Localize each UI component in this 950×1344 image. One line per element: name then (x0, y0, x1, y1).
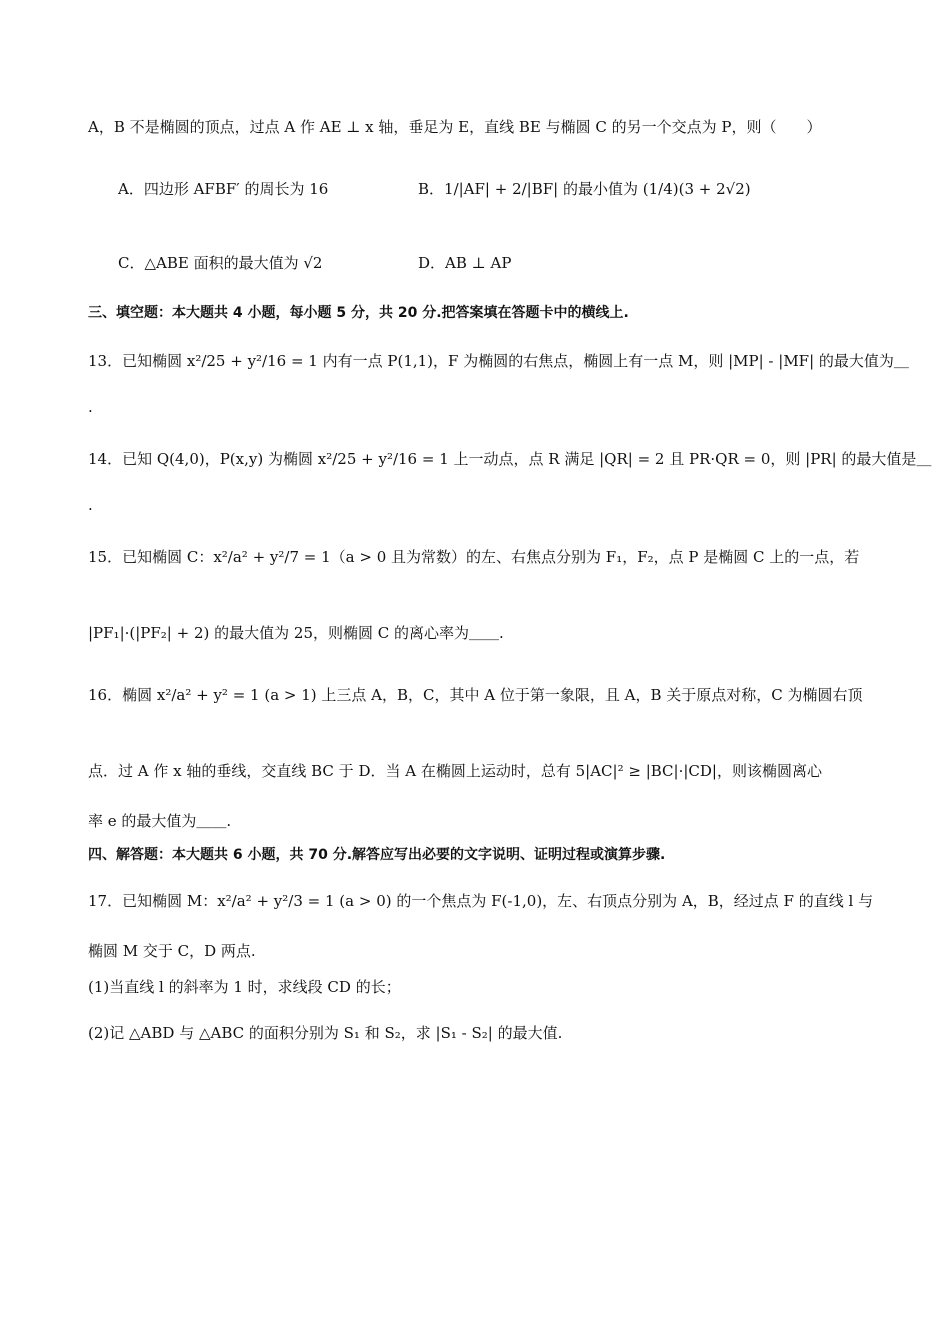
q12-option-d: D．AB ⊥ AP (418, 254, 512, 272)
q12-option-b: B．1/|AF| + 2/|BF| 的最小值为 (1/4)(3 + 2√2) (418, 180, 751, 198)
question-14: 14．已知 Q(4,0)，P(x,y) 为椭圆 x²/25 + y²/16 = 1 上一动点，点 R 满足 |QR| = 2 且 PR·QR = 0，则 |PR| 的最大值是＿ (88, 450, 932, 468)
question-15-line-2: |PF₁|·(|PF₂| + 2) 的最大值为 25，则椭圆 C 的离心率为＿＿. (88, 624, 504, 642)
section-3-heading: 三、填空题：本大题共 4 小题，每小题 5 分，共 20 分.把答案填在答题卡中的横线上. (88, 305, 629, 321)
question-16-line-3: 率 e 的最大值为＿＿. (88, 812, 232, 830)
question-16-line-2: 点．过 A 作 x 轴的垂线，交直线 BC 于 D．当 A 在椭圆上运动时，总有 5|AC|² ≥ |BC|·|CD|，则该椭圆离心 (88, 762, 822, 780)
q14-trailing-dot: . (88, 496, 93, 514)
q13-trailing-dot: . (88, 398, 93, 416)
question-15-line-1: 15．已知椭圆 C：x²/a² + y²/7 = 1（a > 0 且为常数）的左、右焦点分别为 F₁，F₂，点 P 是椭圆 C 上的一点，若 (88, 548, 860, 566)
section-4-heading: 四、解答题：本大题共 6 小题，共 70 分.解答应写出必要的文字说明、证明过程或演算步骤. (88, 847, 666, 863)
q12-stem: A，B 不是椭圆的顶点，过点 A 作 AE ⊥ x 轴，垂足为 E，直线 BE 与椭圆 C 的另一个交点为 P，则（ ） (88, 118, 822, 136)
question-17-part-1: (1)当直线 l 的斜率为 1 时，求线段 CD 的长； (88, 978, 401, 996)
q12-option-a: A．四边形 AFBF′ 的周长为 16 (118, 180, 329, 198)
question-17-line-1: 17．已知椭圆 M：x²/a² + y²/3 = 1 (a > 0) 的一个焦点为 F(-1,0)，左、右顶点分别为 A，B，经过点 F 的直线 l 与 (88, 892, 874, 910)
question-17-line-2: 椭圆 M 交于 C，D 两点. (88, 942, 256, 960)
question-16-line-1: 16．椭圆 x²/a² + y² = 1 (a > 1) 上三点 A，B，C，其中 A 位于第一象限，且 A，B 关于原点对称，C 为椭圆右顶 (88, 686, 863, 704)
question-17-part-2: (2)记 △ABD 与 △ABC 的面积分别为 S₁ 和 S₂，求 |S₁ - S₂| 的最大值. (88, 1024, 563, 1042)
q12-option-c: C．△ABE 面积的最大值为 √2 (118, 254, 323, 272)
question-13: 13．已知椭圆 x²/25 + y²/16 = 1 内有一点 P(1,1)，F 为椭圆的右焦点，椭圆上有一点 M，则 |MP| - |MF| 的最大值为＿ (88, 352, 909, 370)
